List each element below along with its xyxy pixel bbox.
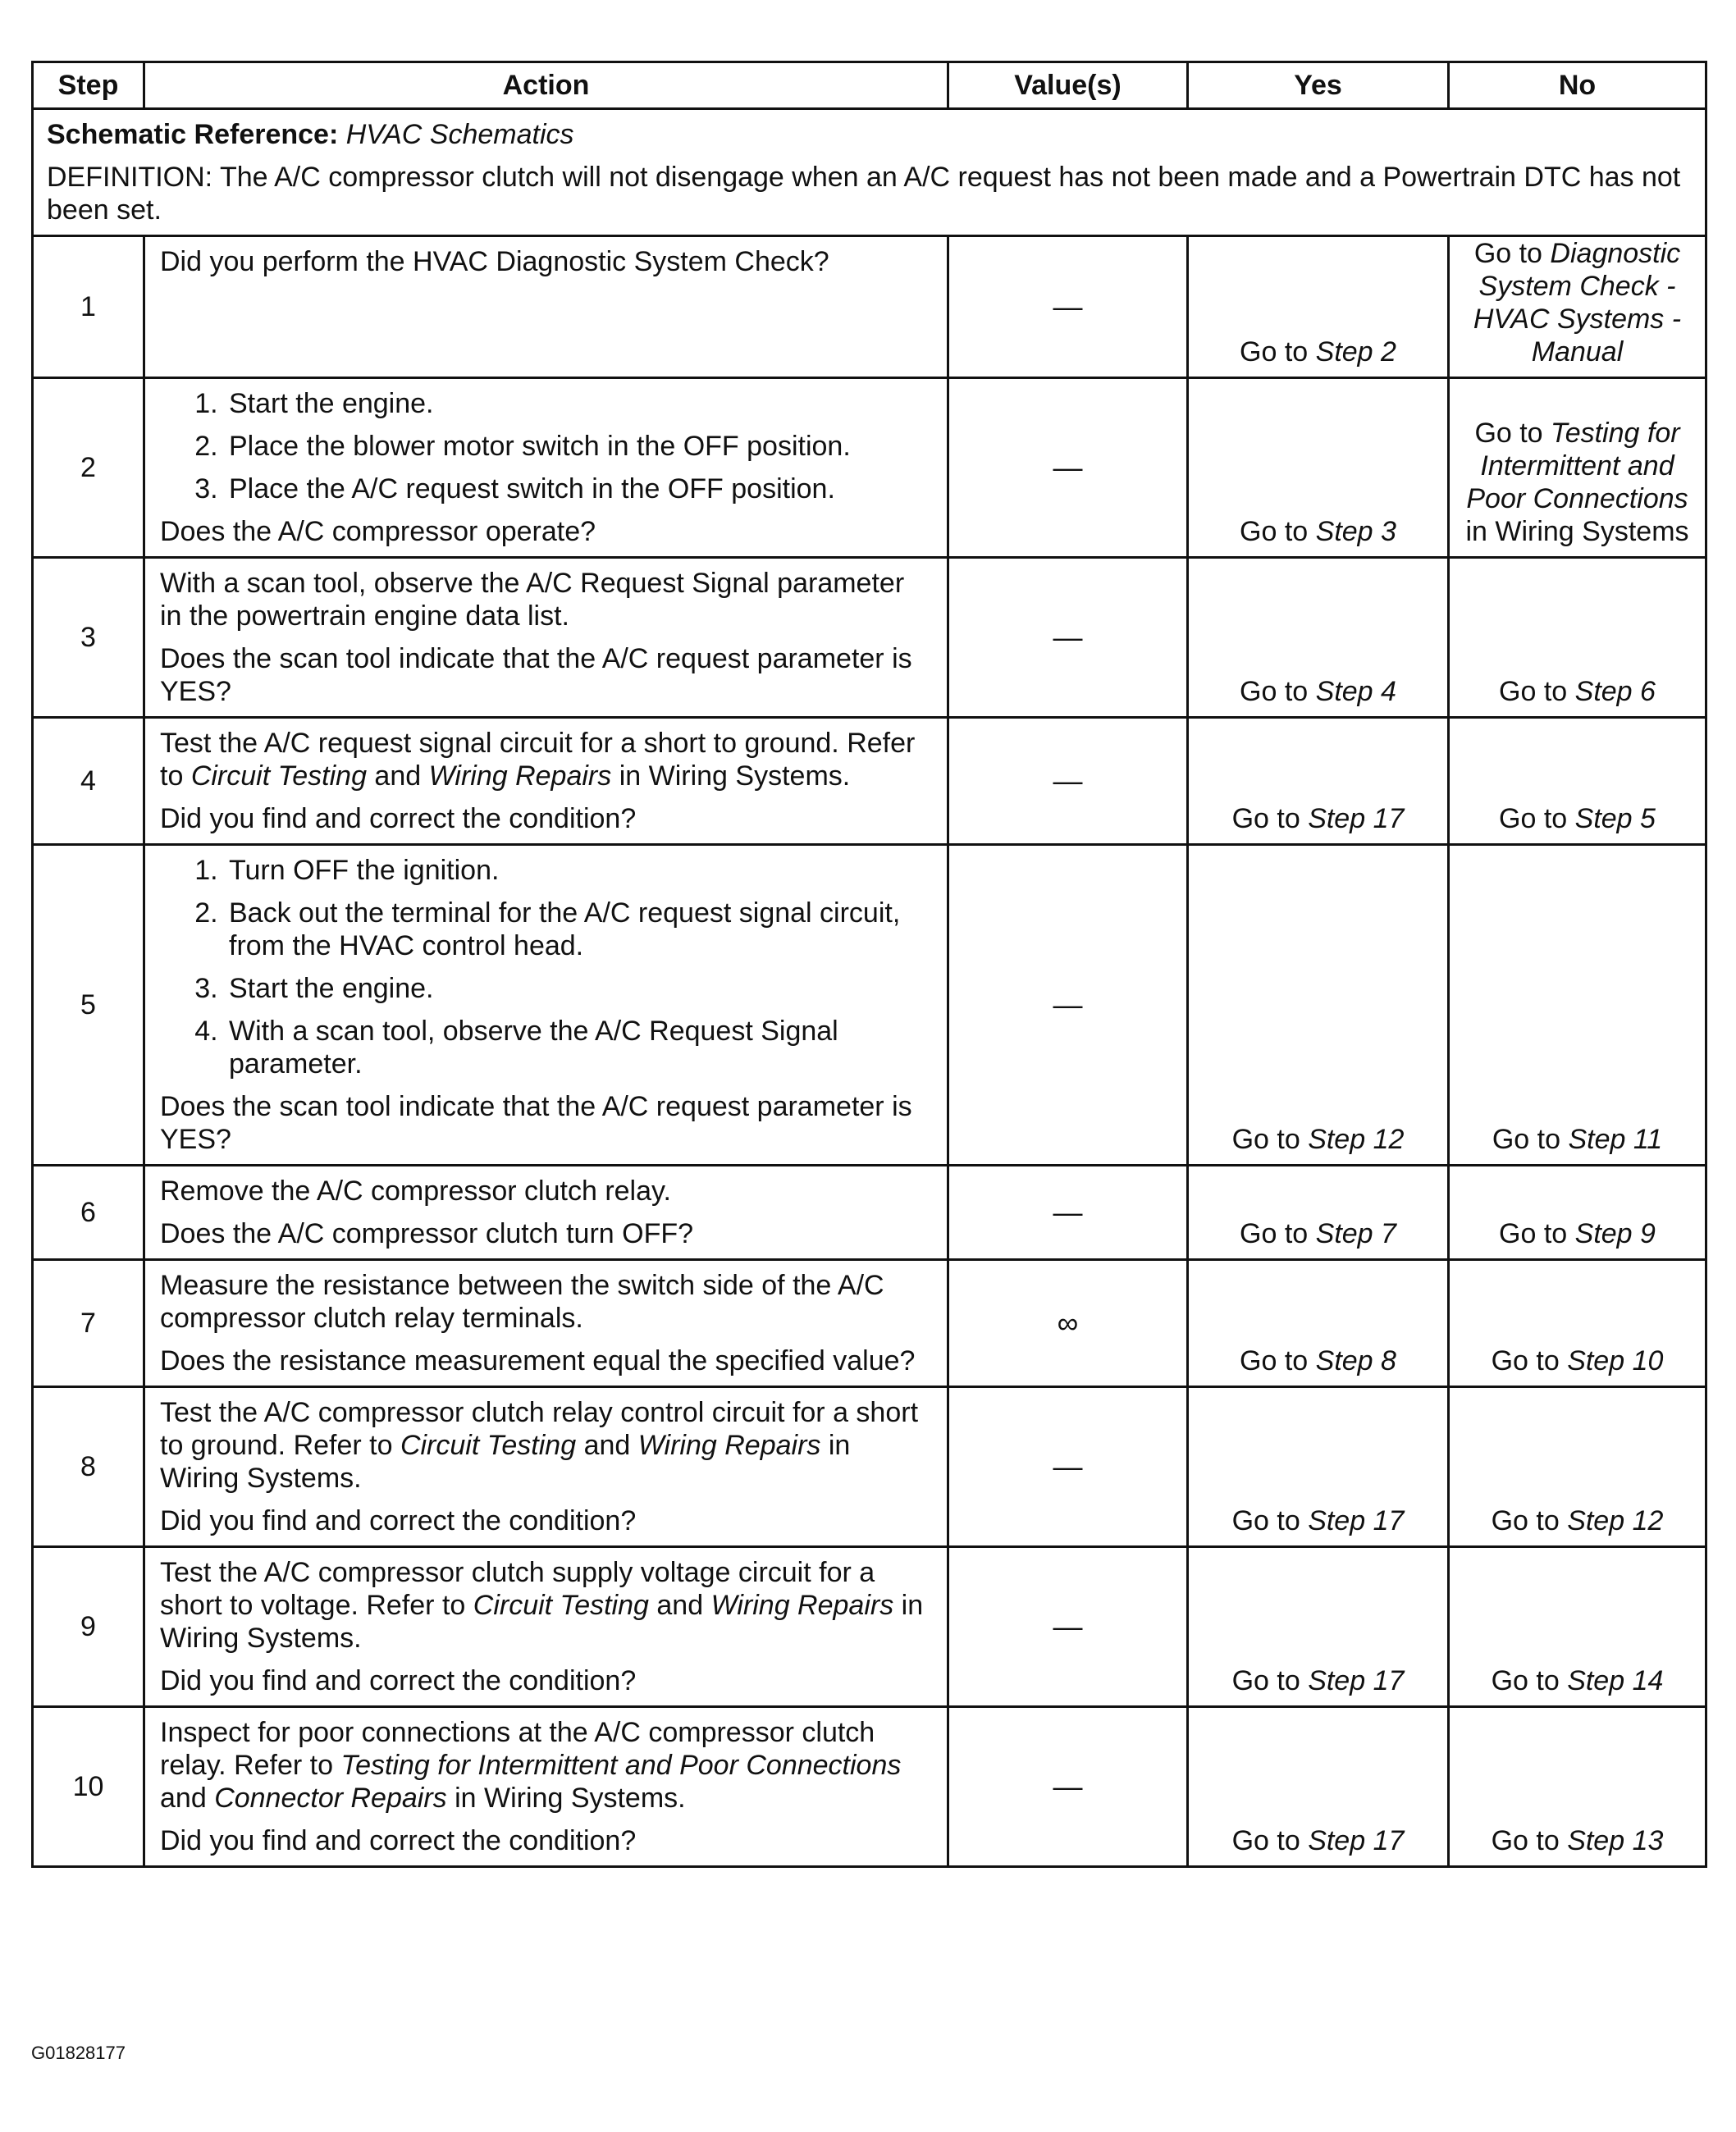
action-paragraph xyxy=(160,515,932,548)
schematic-reference xyxy=(47,118,1692,151)
text-run: Does the A/C compressor clutch turn OFF? xyxy=(160,1218,694,1249)
action-paragraph xyxy=(160,1556,932,1655)
action-step-item xyxy=(226,387,932,420)
action-paragraph xyxy=(160,1716,932,1815)
reference-link-text: Step 17 xyxy=(1308,803,1405,834)
action-step-item xyxy=(226,897,932,962)
intro-row xyxy=(33,109,1706,236)
step-number: 10 xyxy=(33,1707,144,1867)
no-outcome xyxy=(1449,1547,1706,1707)
text-run: Go to xyxy=(1499,803,1575,834)
text-run: Go to xyxy=(1240,516,1316,547)
reference-link-text: Step 11 xyxy=(1568,1124,1663,1155)
step-row xyxy=(33,1547,1706,1707)
reference-link-text: Wiring Repairs xyxy=(428,760,612,792)
yes-outcome xyxy=(1188,558,1449,718)
column-header-step: Step xyxy=(33,62,144,109)
action-cell xyxy=(144,558,948,718)
text-run: Go to xyxy=(1491,1345,1568,1376)
action-paragraph xyxy=(160,1217,932,1250)
reference-link-text: Wiring Repairs xyxy=(710,1590,894,1621)
column-header-action: Action xyxy=(144,62,948,109)
action-paragraph xyxy=(160,1090,932,1156)
schematic-reference-value: HVAC Schematics xyxy=(345,119,574,150)
text-run: Does the A/C compressor operate? xyxy=(160,516,596,547)
step-row xyxy=(33,378,1706,558)
yes-outcome xyxy=(1188,1166,1449,1260)
text-run: Go to xyxy=(1491,1825,1568,1856)
step-row xyxy=(33,1707,1706,1867)
text-run: in Wiring Systems. xyxy=(160,1590,924,1654)
action-paragraph xyxy=(160,1664,932,1697)
step-row xyxy=(33,1166,1706,1260)
value-cell: ∞ xyxy=(948,1260,1188,1387)
action-steps-list xyxy=(160,854,932,1080)
yes-outcome xyxy=(1188,1387,1449,1547)
value-cell: — xyxy=(948,845,1188,1166)
step-number: 7 xyxy=(33,1260,144,1387)
reference-link-text: Step 17 xyxy=(1308,1825,1405,1856)
value-cell: — xyxy=(948,1547,1188,1707)
action-paragraph xyxy=(160,245,932,278)
step-row xyxy=(33,236,1706,378)
action-paragraph xyxy=(160,1824,932,1857)
text-run: Start the engine. xyxy=(229,388,434,419)
reference-link-text: Step 6 xyxy=(1574,676,1656,707)
value-cell: — xyxy=(948,378,1188,558)
yes-outcome xyxy=(1188,378,1449,558)
text-run: Go to xyxy=(1231,1505,1309,1536)
no-outcome xyxy=(1449,845,1706,1166)
reference-link-text: Testing for Intermittent and Poor Connections xyxy=(1466,418,1688,514)
text-run: Go to xyxy=(1474,418,1551,449)
text-run: Go to xyxy=(1231,803,1309,834)
action-paragraph xyxy=(160,802,932,835)
step-number: 9 xyxy=(33,1547,144,1707)
text-run: Test the A/C compressor clutch supply voltage circuit for a short to voltage. Refer to xyxy=(160,1557,875,1621)
action-cell xyxy=(144,1547,948,1707)
text-run: With a scan tool, observe the A/C Request Signal parameter in the powertrain engine data list. xyxy=(160,568,905,632)
text-run: Back out the terminal for the A/C request signal circuit, from the HVAC control head. xyxy=(229,897,901,961)
action-cell xyxy=(144,1707,948,1867)
text-run: Did you find and correct the condition? xyxy=(160,1825,637,1856)
no-outcome xyxy=(1449,236,1706,378)
yes-outcome xyxy=(1188,1547,1449,1707)
reference-link-text: Step 8 xyxy=(1315,1345,1396,1376)
value-cell: — xyxy=(948,236,1188,378)
no-outcome xyxy=(1449,1166,1706,1260)
text-run: Go to xyxy=(1499,676,1575,707)
text-run: Does the scan tool indicate that the A/C request parameter is YES? xyxy=(160,643,912,707)
reference-link-text: Circuit Testing xyxy=(400,1430,577,1461)
step-number: 1 xyxy=(33,236,144,378)
action-cell xyxy=(144,718,948,845)
text-run: With a scan tool, observe the A/C Request Signal parameter. xyxy=(229,1016,838,1080)
step-row xyxy=(33,1260,1706,1387)
text-run: Did you perform the HVAC Diagnostic System Check? xyxy=(160,246,829,277)
step-number: 5 xyxy=(33,845,144,1166)
yes-outcome xyxy=(1188,236,1449,378)
text-run: Test the A/C request signal circuit for a short to ground. Refer to xyxy=(160,728,916,792)
text-run: Place the blower motor switch in the OFF position. xyxy=(229,431,851,462)
text-run: in Wiring Systems. xyxy=(611,760,851,792)
header-row xyxy=(33,62,1706,109)
column-header-yes: Yes xyxy=(1188,62,1449,109)
action-paragraph xyxy=(160,1396,932,1495)
action-paragraph xyxy=(160,1269,932,1335)
reference-link-text: Step 3 xyxy=(1315,516,1396,547)
text-run: Go to xyxy=(1240,676,1316,707)
reference-link-text: Step 17 xyxy=(1308,1665,1405,1696)
reference-link-text: Step 9 xyxy=(1574,1218,1656,1249)
text-run: Turn OFF the ignition. xyxy=(229,855,500,886)
text-run: in Wiring Systems. xyxy=(446,1783,686,1814)
no-outcome xyxy=(1449,378,1706,558)
value-cell: — xyxy=(948,718,1188,845)
yes-outcome xyxy=(1188,1707,1449,1867)
reference-link-text: Step 7 xyxy=(1315,1218,1396,1249)
text-run: Go to xyxy=(1491,1505,1568,1536)
intro-cell xyxy=(33,109,1706,236)
text-run: Test the A/C compressor clutch relay control circuit for a short to ground. Refer to xyxy=(160,1397,919,1461)
text-run: Does the scan tool indicate that the A/C request parameter is YES? xyxy=(160,1091,912,1155)
text-run: Go to xyxy=(1499,1218,1575,1249)
reference-link-text: Step 12 xyxy=(1308,1124,1405,1155)
action-cell xyxy=(144,1166,948,1260)
step-row xyxy=(33,718,1706,845)
text-run: Remove the A/C compressor clutch relay. xyxy=(160,1176,671,1207)
reference-link-text: Connector Repairs xyxy=(214,1783,447,1814)
action-paragraph xyxy=(160,1344,932,1377)
action-paragraph xyxy=(160,642,932,708)
reference-link-text: Step 17 xyxy=(1308,1505,1405,1536)
action-cell xyxy=(144,845,948,1166)
text-run: Go to xyxy=(1240,1345,1316,1376)
no-outcome xyxy=(1449,718,1706,845)
reference-link-text: Step 14 xyxy=(1567,1665,1664,1696)
yes-outcome xyxy=(1188,1260,1449,1387)
reference-link-text: Step 12 xyxy=(1567,1505,1664,1536)
action-cell xyxy=(144,236,948,378)
text-run: Did you find and correct the condition? xyxy=(160,1665,637,1696)
value-cell: — xyxy=(948,1166,1188,1260)
step-number: 2 xyxy=(33,378,144,558)
text-run: Measure the resistance between the switch side of the A/C compressor clutch relay terminals. xyxy=(160,1270,884,1334)
text-run: Go to xyxy=(1231,1665,1309,1696)
action-paragraph xyxy=(160,1175,932,1208)
reference-link-text: Wiring Repairs xyxy=(637,1430,821,1461)
text-run: Did you find and correct the condition? xyxy=(160,1505,637,1536)
action-cell xyxy=(144,1260,948,1387)
value-cell: — xyxy=(948,1387,1188,1547)
diagnostic-document xyxy=(31,61,1705,1868)
action-step-item xyxy=(226,430,932,463)
action-steps-list xyxy=(160,387,932,505)
action-step-item xyxy=(226,972,932,1005)
reference-link-text: Circuit Testing xyxy=(190,760,367,792)
step-number: 4 xyxy=(33,718,144,845)
action-step-item xyxy=(226,854,932,887)
step-row xyxy=(33,1387,1706,1547)
step-row xyxy=(33,558,1706,718)
reference-link-text: Step 13 xyxy=(1567,1825,1664,1856)
text-run: Place the A/C request switch in the OFF position. xyxy=(229,473,835,504)
value-cell: — xyxy=(948,558,1188,718)
no-outcome xyxy=(1449,1260,1706,1387)
text-run: and xyxy=(648,1590,711,1621)
action-step-item xyxy=(226,473,932,505)
text-run: Go to xyxy=(1240,336,1316,368)
definition-text: DEFINITION: The A/C compressor clutch will not disengage when an A/C request has not been made and a Powertrain DTC has not been set. xyxy=(47,162,1681,226)
step-number: 3 xyxy=(33,558,144,718)
diagnostic-table xyxy=(31,61,1707,1868)
yes-outcome xyxy=(1188,845,1449,1166)
figure-id: G01828177 xyxy=(31,2043,126,2063)
column-header-no: No xyxy=(1449,62,1706,109)
reference-link-text: Testing for Intermittent and Poor Connections xyxy=(340,1750,902,1781)
column-header-values: Value(s) xyxy=(948,62,1188,109)
text-run: Inspect for poor connections at the A/C compressor clutch relay. Refer to xyxy=(160,1717,875,1781)
step-row xyxy=(33,845,1706,1166)
text-run: Go to xyxy=(1492,1124,1569,1155)
yes-outcome xyxy=(1188,718,1449,845)
action-paragraph xyxy=(160,1504,932,1537)
step-number: 8 xyxy=(33,1387,144,1547)
text-run: and xyxy=(576,1430,638,1461)
reference-link-text: Step 2 xyxy=(1315,336,1396,368)
no-outcome xyxy=(1449,1387,1706,1547)
value-cell: — xyxy=(948,1707,1188,1867)
text-run: Go to xyxy=(1231,1124,1309,1155)
reference-link-text: Circuit Testing xyxy=(473,1590,649,1621)
text-run: Start the engine. xyxy=(229,973,434,1004)
text-run: in Wiring Systems. xyxy=(160,1430,851,1494)
no-outcome xyxy=(1449,558,1706,718)
text-run: and xyxy=(160,1783,215,1814)
text-run: and xyxy=(366,760,429,792)
schematic-reference-label: Schematic Reference: xyxy=(47,119,339,150)
text-run: Go to xyxy=(1473,238,1551,269)
reference-link-text: Step 10 xyxy=(1567,1345,1664,1376)
action-cell xyxy=(144,378,948,558)
text-run: Go to xyxy=(1240,1218,1316,1249)
text-run: Go to xyxy=(1231,1825,1309,1856)
action-step-item xyxy=(226,1015,932,1080)
reference-link-text: Step 5 xyxy=(1574,803,1656,834)
text-run: Does the resistance measurement equal the specified value? xyxy=(160,1345,916,1376)
reference-link-text: Step 4 xyxy=(1315,676,1396,707)
text-run: in Wiring Systems xyxy=(1465,516,1689,547)
reference-link-text: Diagnostic System Check - HVAC Systems - Manual xyxy=(1473,238,1682,368)
text-run: Go to xyxy=(1491,1665,1568,1696)
no-outcome xyxy=(1449,1707,1706,1867)
action-paragraph xyxy=(160,727,932,792)
action-paragraph xyxy=(160,567,932,632)
step-number: 6 xyxy=(33,1166,144,1260)
action-cell xyxy=(144,1387,948,1547)
text-run: Did you find and correct the condition? xyxy=(160,803,637,834)
